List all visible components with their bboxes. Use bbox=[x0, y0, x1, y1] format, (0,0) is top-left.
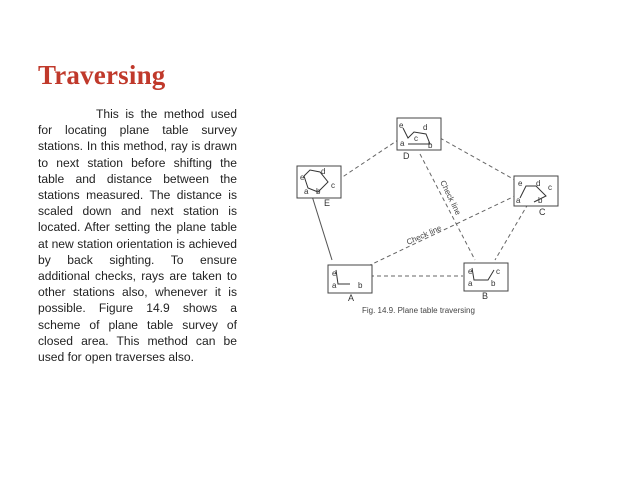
station-E-point-d: d bbox=[321, 167, 326, 176]
station-D-point-c: c bbox=[414, 134, 418, 143]
station-B-label: B bbox=[482, 291, 489, 301]
station-B-point-c: c bbox=[496, 267, 500, 276]
body-text: This is the method used for locating plane table survey stations. In this method, ray is drawn to next station before shifting the table and distance between the stations measured. The distance is scaled down and next station is located. After setting the plane table at new station orientation is achieved by back sighting. To ensure additional checks, rays are taken to other stations also, whenever it is possible. Figure 14.9 shows a scheme of plane table survey of closed area. This method can be used for open traverses also. bbox=[38, 107, 237, 365]
station-D-point-b: b bbox=[428, 141, 433, 150]
check-line-label-1: Check line bbox=[405, 223, 443, 247]
station-D-point-e: e bbox=[399, 121, 404, 130]
station-E bbox=[297, 166, 341, 208]
station-D-point-a: a bbox=[400, 139, 405, 148]
station-C-point-b: b bbox=[538, 196, 543, 205]
station-D bbox=[397, 118, 441, 161]
check-line-label-2: Check line bbox=[438, 178, 463, 217]
station-E-point-e: e bbox=[300, 173, 305, 182]
station-A-point-a: a bbox=[332, 281, 337, 290]
station-B-point-b: b bbox=[491, 279, 496, 288]
station-C-label: C bbox=[539, 207, 546, 217]
station-E-label: E bbox=[324, 198, 331, 208]
ray-D-C bbox=[440, 138, 515, 180]
station-C bbox=[514, 176, 558, 217]
check-line-D-B bbox=[420, 154, 475, 260]
ray-C-B bbox=[495, 204, 528, 260]
station-D-point-d: d bbox=[423, 123, 428, 132]
station-A-point-b: b bbox=[358, 281, 363, 290]
station-D-label: D bbox=[403, 151, 410, 161]
ray-E-D bbox=[332, 140, 398, 184]
station-E-point-a: a bbox=[304, 187, 309, 196]
station-C-point-d: d bbox=[536, 179, 541, 188]
station-A-label: A bbox=[348, 293, 355, 303]
station-C-point-a: a bbox=[516, 196, 521, 205]
station-E-point-c: c bbox=[331, 181, 335, 190]
station-B bbox=[464, 263, 508, 301]
station-C-point-c: c bbox=[548, 183, 552, 192]
plane-table-traversing-figure bbox=[290, 108, 580, 328]
station-A-point-e: e bbox=[332, 269, 337, 278]
station-B-point-a: a bbox=[468, 279, 473, 288]
station-E-point-b: b bbox=[316, 187, 321, 196]
body-paragraph bbox=[38, 106, 237, 365]
station-C-point-e: e bbox=[518, 179, 523, 188]
figure-caption: Fig. 14.9. Plane table traversing bbox=[362, 306, 475, 315]
station-A bbox=[328, 265, 372, 303]
slide-title: Traversing bbox=[38, 60, 166, 90]
ray-lines bbox=[332, 138, 528, 276]
station-B-point-e: e bbox=[468, 267, 473, 276]
